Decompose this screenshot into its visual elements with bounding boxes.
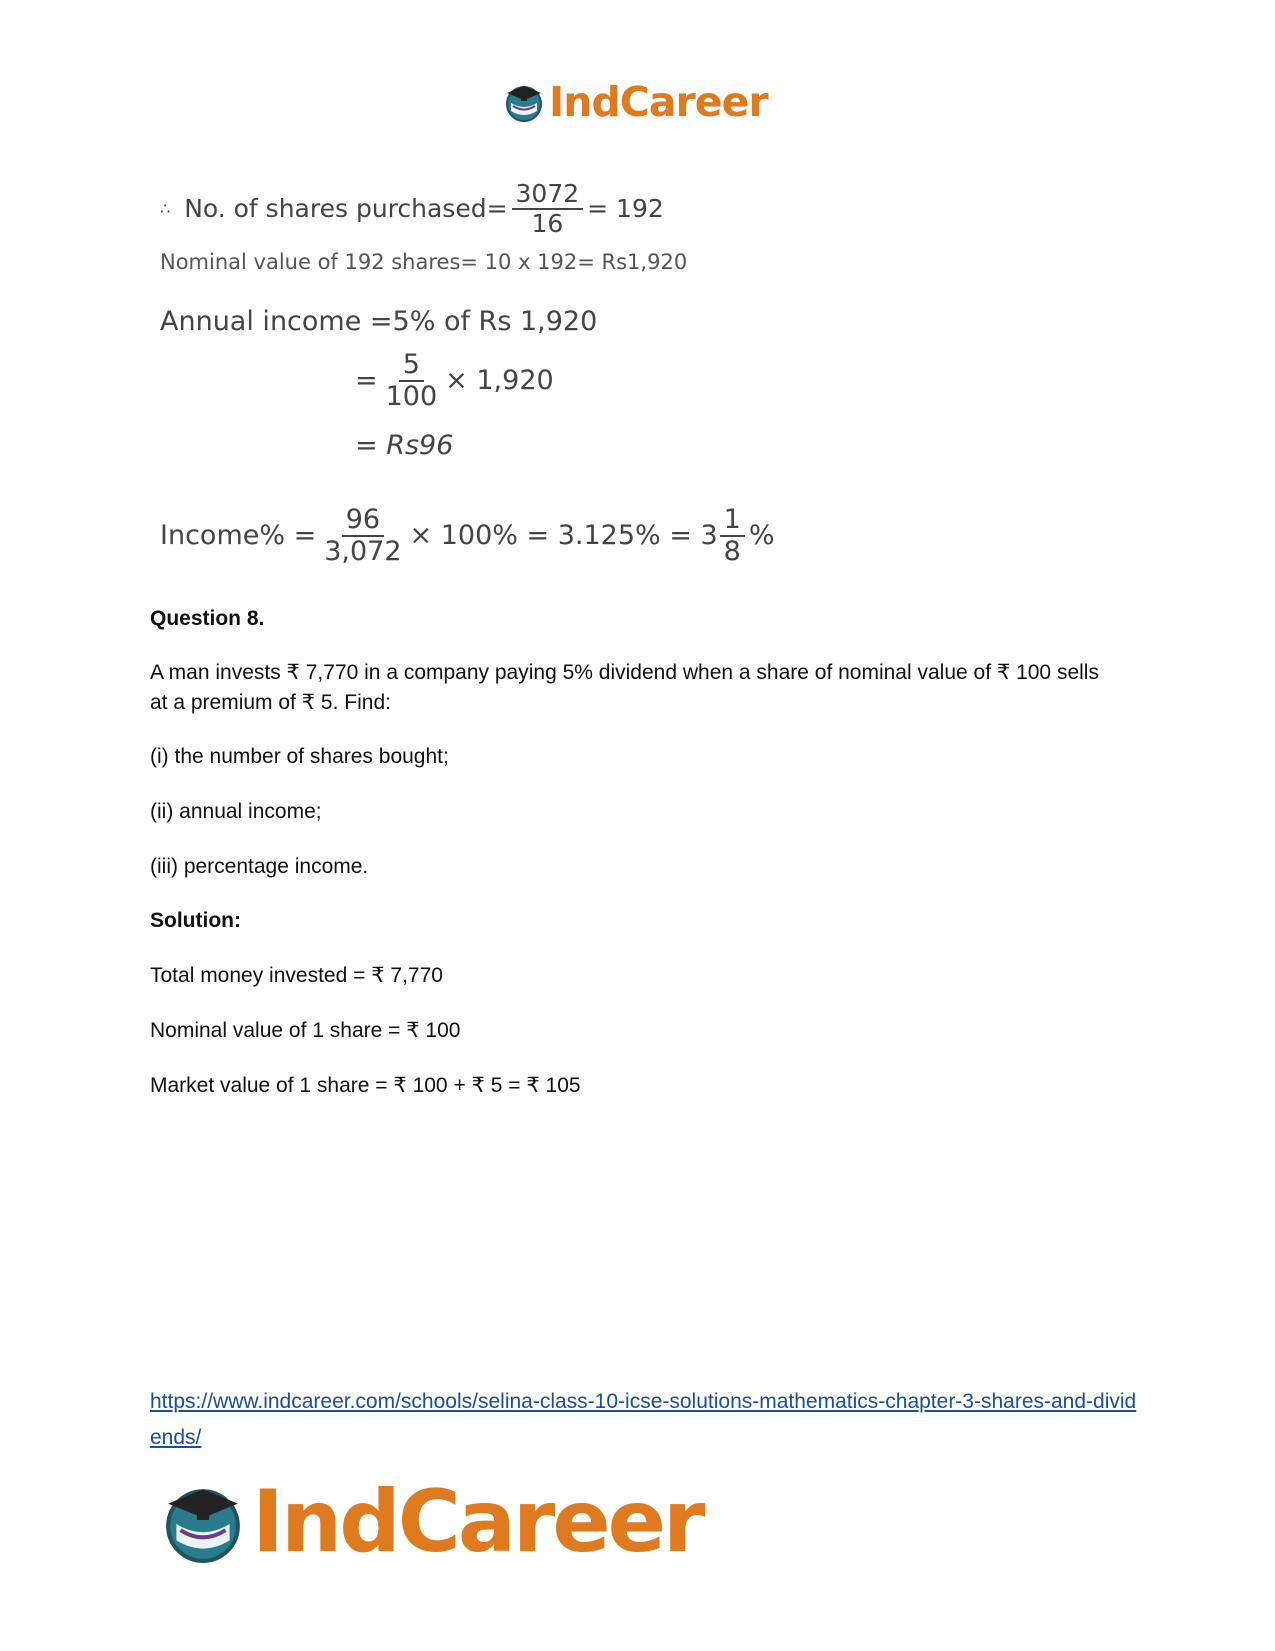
shares-result: = 192 [587, 194, 664, 223]
fraction: $\frac{5}{100}$ [385, 349, 438, 412]
annual-income-line: Annual income =5% of Rs 1,920 [160, 306, 598, 337]
mixed-fraction: $\frac{1}{8}$ [720, 505, 745, 566]
income-percent-line: Income% = $\frac{96}{3,072}$ × 100% = 3.125% = 3 $\frac{1}{8}$ % [160, 504, 775, 567]
solution-line: Nominal value of 1 share = ₹ 100 [150, 1019, 461, 1042]
solution-line: Market value of 1 share = ₹ 100 + ₹ 5 = ₹ 105 [150, 1074, 581, 1097]
fraction: $\frac{96}{3,072}$ [324, 504, 402, 567]
logo-wordmark: IndCareer [549, 78, 768, 126]
question-part-ii: (ii) annual income; [150, 800, 322, 823]
question-title: Question 8. [150, 607, 265, 630]
annual-income-result: = Rs96 [355, 430, 454, 461]
logo-wordmark: IndCareer [252, 1472, 703, 1572]
graduation-globe-icon [503, 81, 545, 123]
question-part-i: (i) the number of shares bought; [150, 745, 449, 768]
question-part-iii: (iii) percentage income. [150, 855, 369, 878]
nominal-value-line: Nominal value of 192 shares= 10 x 192= Rs1,920 [160, 250, 688, 274]
annual-income-calc: = $\frac{5}{100}$ × 1,920 [355, 349, 554, 412]
fraction: $\frac{3072}{16}$ [512, 180, 584, 237]
header-logo [503, 78, 768, 126]
shares-purchased-line [160, 180, 664, 237]
footer-logo [160, 1472, 702, 1572]
solution-line: Total money invested = ₹ 7,770 [150, 964, 443, 987]
therefore-symbol: ∴ [160, 199, 171, 218]
question-body: A man invests ₹ 7,770 in a company paying 5% dividend when a share of nominal value of ₹ 100 sells at a premium of ₹ 5. Find: [150, 661, 1099, 714]
graduation-globe-icon [160, 1479, 246, 1565]
shares-purchased-label: No. of shares purchased= [184, 194, 508, 223]
solution-title: Solution: [150, 909, 241, 932]
source-link[interactable]: https://www.indcareer.com/schools/selina-class-10-icse-solutions-mathematics-chapter-3-shares-and-dividends/ [150, 1390, 1137, 1449]
